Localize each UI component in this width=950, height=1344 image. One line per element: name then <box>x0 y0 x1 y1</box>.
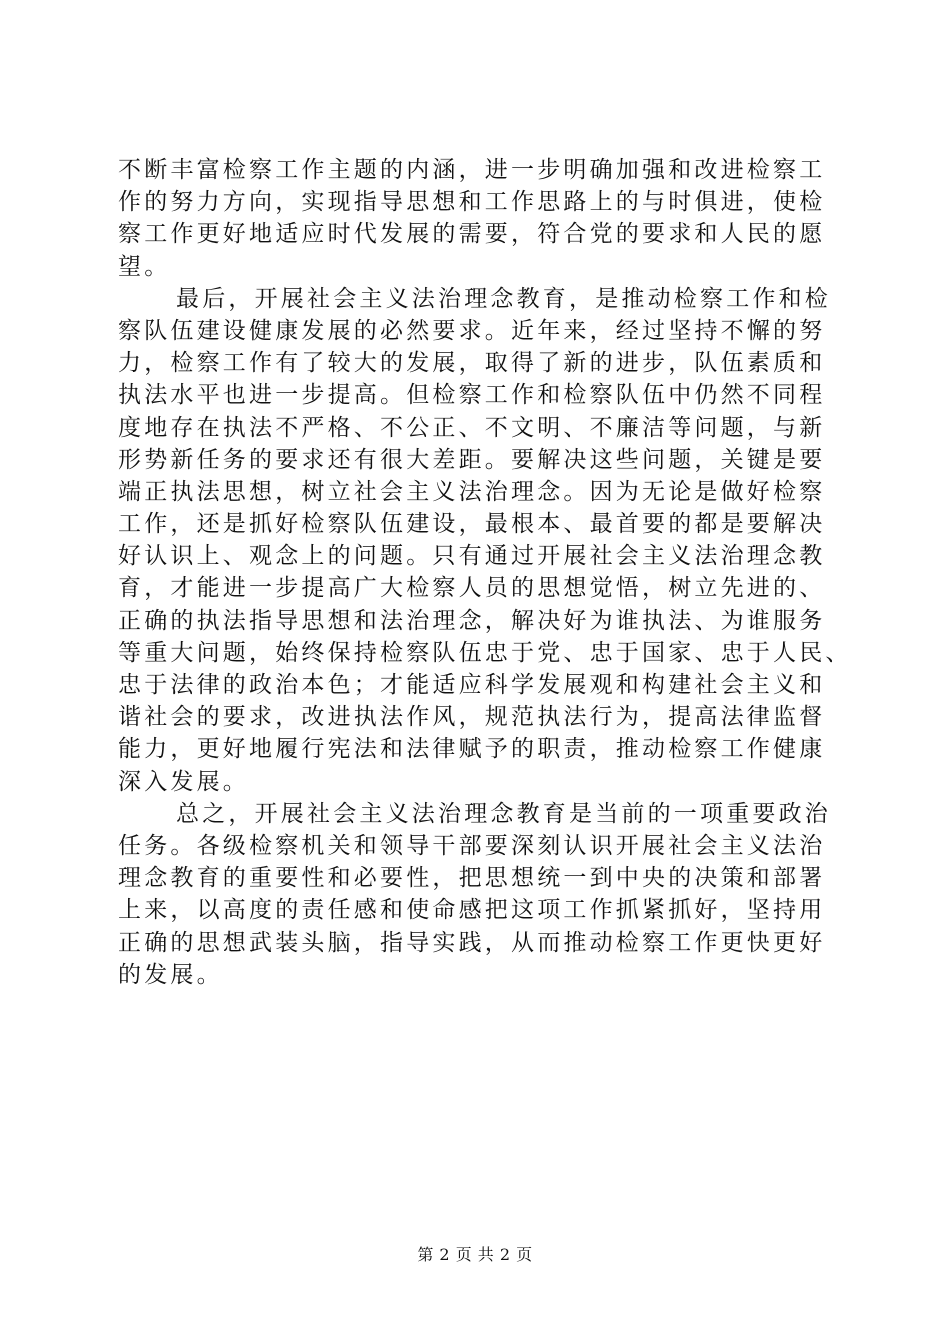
text-line: 谐社会的要求，改进执法作风，规范执法行为，提高法律监督 <box>118 704 826 731</box>
text-line: 正确的思想武装头脑，指导实践，从而推动检察工作更快更好 <box>118 929 826 956</box>
text-line: 不断丰富检察工作主题的内涵，进一步明确加强和改进检察工 <box>118 157 826 183</box>
text-line: 能力，更好地履行宪法和法律赋予的职责，推动检察工作健康 <box>118 736 826 763</box>
text-line: 形势新任务的要求还有很大差距。要解决这些问题，关键是要 <box>118 446 826 473</box>
text-line: 察队伍建设健康发展的必然要求。近年来，经过坚持不懈的努 <box>118 317 826 344</box>
text-line: 总之，开展社会主义法治理念教育是当前的一项重要政治 <box>176 800 831 827</box>
text-line: 育，才能进一步提高广大检察人员的思想觉悟，树立先进的、 <box>118 575 826 602</box>
text-line: 忠于法律的政治本色；才能适应科学发展观和构建社会主义和 <box>118 672 826 698</box>
text-line: 作的努力方向，实现指导思想和工作思路上的与时俱进，使检 <box>118 189 826 216</box>
document-body <box>118 154 858 991</box>
text-line: 端正执法思想，树立社会主义法治理念。因为无论是做好检察 <box>118 478 826 505</box>
paragraph-1 <box>118 154 858 283</box>
text-line: 力，检察工作有了较大的发展，取得了新的进步，队伍素质和 <box>118 350 826 377</box>
text-line: 的发展。 <box>118 961 223 988</box>
text-line: 望。 <box>118 253 171 280</box>
text-line: 好认识上、观念上的问题。只有通过开展社会主义法治理念教 <box>118 543 826 570</box>
paragraph-2 <box>118 283 858 798</box>
paragraph-3 <box>118 798 858 991</box>
text-line: 深入发展。 <box>118 768 249 795</box>
page-footer <box>0 1244 950 1266</box>
text-line: 理念教育的重要性和必要性，把思想统一到中央的决策和部署 <box>118 865 826 892</box>
text-line: 度地存在执法不严格、不公正、不文明、不廉洁等问题，与新 <box>118 414 826 441</box>
text-line: 任务。各级检察机关和领导干部要深刻认识开展社会主义法治 <box>118 832 826 859</box>
text-line: 等重大问题，始终保持检察队伍忠于党、忠于国家、忠于人民、 <box>118 639 852 666</box>
text-line: 最后，开展社会主义法治理念教育，是推动检察工作和检 <box>176 285 831 312</box>
page-number-label: 第 2 页 共 2 页 <box>417 1245 533 1264</box>
text-line: 上来，以高度的责任感和使命感把这项工作抓紧抓好，坚持用 <box>118 897 826 924</box>
text-line: 执法水平也进一步提高。但检察工作和检察队伍中仍然不同程 <box>118 382 826 409</box>
text-line: 察工作更好地适应时代发展的需要，符合党的要求和人民的愿 <box>118 221 826 248</box>
text-line: 正确的执法指导思想和法治理念，解决好为谁执法、为谁服务 <box>118 607 826 634</box>
text-line: 工作，还是抓好检察队伍建设，最根本、最首要的都是要解决 <box>118 511 826 538</box>
